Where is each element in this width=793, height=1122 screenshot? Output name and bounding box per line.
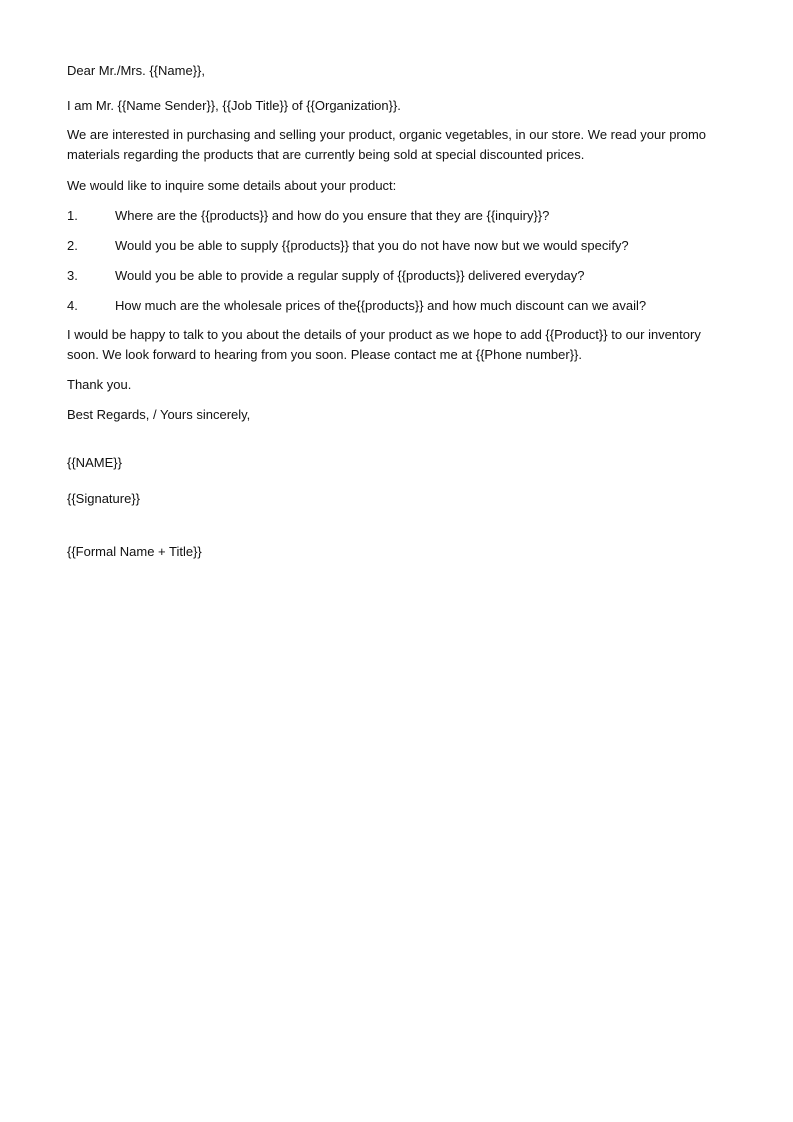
formal-name-title: {{Formal Name + Title}} — [67, 544, 202, 559]
interest-paragraph: We are interested in purchasing and selling your product, organic vegetables, in our store. We read your promo materials regarding the products that are currently being sold at special discounted prices. — [67, 127, 707, 162]
closing-paragraph: I would be happy to talk to you about the details of your product as we hope to add {{Product}} to our inventory soon. We look forward to hearing from you soon. Please contact me at {{Phone number}}. — [67, 327, 701, 362]
list-item-number: 4. — [67, 298, 78, 313]
thanks-line: Thank you. — [67, 377, 132, 392]
intro-line: I am Mr. {{Name Sender}}, {{Job Title}} of {{Organization}}. — [67, 98, 401, 113]
list-item-text: Where are the {{products}} and how do you ensure that they are {{inquiry}}? — [115, 208, 550, 223]
greeting: Dear Mr./Mrs. {{Name}}, — [67, 63, 205, 78]
list-item-text: How much are the wholesale prices of the{{products}} and how much discount can we avail? — [115, 298, 647, 313]
list-item-text: Would you be able to provide a regular supply of {{products}} delivered everyday? — [115, 268, 585, 283]
signature-placeholder: {{Signature}} — [67, 491, 141, 506]
list-item-number: 1. — [67, 208, 78, 223]
list-item-text: Would you be able to supply {{products}} that you do not have now but we would specify? — [115, 238, 629, 253]
sender-name: {{NAME}} — [67, 455, 122, 470]
list-item-number: 3. — [67, 268, 78, 283]
signoff-line: Best Regards, / Yours sincerely, — [67, 407, 251, 422]
list-item-number: 2. — [67, 238, 78, 253]
inquire-intro: We would like to inquire some details about your product: — [67, 178, 397, 193]
